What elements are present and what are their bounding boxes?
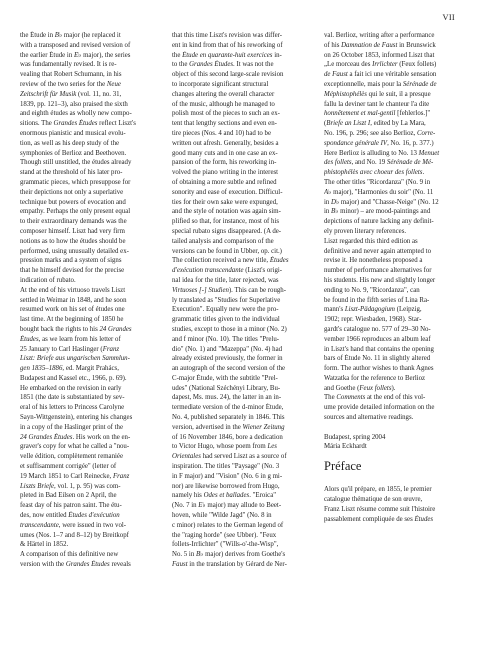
text-line: Faust in the translation by Gérard de Ner- (172, 561, 287, 569)
text-line: to the Grandes Études. It was not the (172, 61, 274, 69)
text-line: 19 March 1851 to Carl Reinecke, Franz (20, 472, 130, 480)
text-line: their depictions not only a superlative (20, 188, 124, 196)
text-line: Here Berlioz is alluding to No. 13 Menuet (324, 149, 440, 157)
text-line: Liszt regarded this third edition as (324, 237, 418, 245)
text-line: revise it. He nonetheless proposed a (324, 257, 423, 265)
text-column-3 (324, 31, 466, 524)
text-column-1 (20, 31, 162, 570)
text-line: an autograph of the second version of the (172, 365, 286, 373)
text-line: Though still unstitled, the études already (20, 159, 132, 167)
text-line: A♭ major), "Harmonies du soir" (No. 11 (324, 188, 434, 196)
text-line: bars of Étude No. 11 in slightly altered (324, 355, 431, 363)
text-line: performed, using unusually detailed ex- (20, 247, 129, 255)
text-line: Zeitschrift für Musik (vol. 11, no. 31, (20, 90, 122, 98)
text-line: des, now entitled Études d'exécution (20, 512, 120, 520)
text-line: eral of his letters to Princess Carolyne (20, 404, 125, 412)
text-line: special rubato signs disappeared. (A de- (172, 227, 282, 235)
text-line: of his Damnation de Faust in Brunswick (324, 41, 436, 49)
text-line: with a transposed and revised version of (20, 41, 131, 49)
text-line: definitive and never again attempted to (324, 247, 431, 255)
text-line: 25 January to Carl Haslinger (Franz (20, 345, 120, 353)
text-line: exceptionnelle, mais pour la Sérénade de (324, 80, 437, 88)
text-line: et suffisamment corrigée" (letter of (20, 463, 117, 471)
text-line: on 26 October 1853, informed Liszt that (324, 51, 435, 59)
text-line: in Liszt's hand that contains the opening (324, 345, 434, 353)
text-line: Virtuoses [-] Studien). This can be rough- (172, 286, 286, 294)
text-line: studies, except to those in a minor (No. 2) (172, 325, 287, 333)
text-line: the earlier Étude in E♭ major), the series (20, 51, 131, 59)
text-line: The other titles "Ricordanza" (No. 9 in (324, 178, 431, 186)
text-line: Budapest, spring 2004 (324, 433, 386, 441)
text-line: 1902; repr. Wiesbaden, 1968). Star- (324, 316, 422, 324)
text-line: sitions. The Grandes Études reflect Liszt's (20, 120, 136, 128)
text-line: pleted in Bad Eilsen on 2 April, the (20, 492, 117, 500)
text-line: val. Berlioz, writing after a performance (324, 32, 435, 39)
text-line: Watzatka for the reference to Berlioz (324, 374, 426, 382)
text-line: resumed work on his set of études one (20, 306, 125, 314)
text-line: of 16 November 1846, bore a dedication (172, 433, 283, 441)
text-line: Execution". Equally new were the pro- (172, 306, 279, 314)
text-line: (No. 7 in E♭ major) may allude to Beet- (172, 502, 282, 510)
text-line: Mária Eckhardt (324, 443, 367, 451)
text-line: volved the piano writing in the interest (172, 169, 279, 177)
text-line: written out afresh. Generally, besides a (172, 139, 279, 147)
text-line: the "raging horde" (see Ubber). "Feux (172, 531, 277, 539)
text-line: transcendante, were issued in two vol- (20, 521, 127, 529)
text-line: grammatic titles given to the individual (172, 316, 280, 324)
text-line: empathy. Perhaps the only present equal (20, 208, 131, 216)
text-line: tire pieces (Nos. 4 and 10) had to be (172, 129, 272, 137)
text-line: plified so that, for instance, most of his (172, 218, 280, 226)
text-line: ent in kind from that of his reworking of (172, 41, 283, 49)
text-line: of the music, although he managed to (172, 100, 275, 108)
text-line: At the end of his virtuoso travels Liszt (20, 286, 126, 294)
text-line: inspiration. The titles "Paysage" (No. 3 (172, 463, 280, 471)
text-line: that this time Liszt's revision was differ- (172, 32, 283, 39)
text-line: and Goethe (Feux follets). (324, 384, 396, 392)
text-line: A comparison of this definitive new (20, 551, 119, 559)
text-line: object of this second large-scale revision (172, 71, 284, 79)
text-line: & Härtel in 1852. (20, 541, 69, 549)
text-line: notions as to how the études should be (20, 237, 126, 245)
text-line: indication of rubato. (20, 276, 76, 284)
text-line: ending to No. 9, "Ricordanza", can (324, 286, 420, 294)
text-line: Orientales had served Liszt as a source of (172, 453, 287, 461)
text-line (324, 423, 466, 433)
text-line: ties for their own sake were expunged, (172, 198, 278, 206)
text-line: Liszt: Briefe aus ungarischen Sammlun- (20, 355, 130, 363)
text-line: c minor) relates to the German legend of (172, 521, 284, 529)
text-line: that he himself devised for the precise (20, 267, 125, 275)
text-line: his students. His new and slightly longer (324, 276, 436, 284)
text-line: already existed previously, the former in (172, 355, 283, 363)
text-line: umes (Nos. 1–7 and 8–12) by Breitkopf (20, 531, 129, 539)
text-line: fallu la deviner tant le chanteur l'a dite (324, 100, 430, 108)
text-line: Sayn-Wittgenstein), entering his changes (20, 414, 133, 422)
text-line: „Le morceau des Irrlichter (Feux follets) (324, 61, 437, 69)
text-line: review of the two series for the Neue (20, 80, 121, 88)
page-number: VII (442, 13, 455, 22)
text-line: 24 Grandes Études. His work on the en- (20, 433, 131, 441)
preface-line: Alors qu'il prépare, en 1855, le premier (324, 486, 432, 494)
text-line: de Faust a fait ici une véritable sensation (324, 71, 437, 79)
text-line: in a copy of the Haslinger print of the (20, 423, 124, 431)
text-line: velle édition, complètement remaniée (20, 453, 123, 461)
text-line: version with the Grandes Études reveals (20, 561, 131, 569)
text-line: Études, as we learn from his letter of (20, 335, 121, 343)
text-line: vember 1966 reproduces an album leaf (324, 335, 431, 343)
text-line: the Étude en quarante-huit exercices in- (172, 51, 282, 59)
text-line: gen 1835–1886, ed. Margit Prahács, (20, 365, 119, 373)
text-line: honnêtement et mal-gentil [fehlerlos.]" (324, 110, 431, 118)
text-line: enormous pianistic and musical evolu- (20, 129, 126, 137)
text-line: and f minor (No. 10). The titles "Prelu- (172, 335, 280, 343)
text-line: form. The author wishes to thank Agnes (324, 365, 434, 373)
text-line: changes altering the overall character (172, 90, 275, 98)
text-line: grammatic pieces, which presuppose for (20, 178, 131, 186)
text-line: termediate version of the d-minor Étude, (172, 404, 284, 412)
text-line: polish most of the pieces to such an ex- (172, 110, 280, 118)
text-line: graver's copy for what he called a "nou- (20, 443, 130, 451)
text-line: the Étude in B♭ major (he replaced it (20, 32, 121, 39)
text-line: hoven, while "Wilde Jagd" (No. 8 in (172, 512, 272, 520)
text-column-2 (172, 31, 314, 570)
text-line: and the style of notation was again sim- (172, 208, 281, 216)
text-line: symphonies of Berlioz and Beethoven. (20, 149, 127, 157)
text-line: d'exécution transcendante (Liszt's origi- (172, 267, 283, 275)
text-line: pansion of the form, his reworking in- (172, 159, 277, 167)
text-line: last time. At the beginning of 1850 he (20, 316, 124, 324)
text-line: number of performance alternatives for (324, 267, 432, 275)
text-line: in D♭ major) and "Chasse-Neige" (No. 12 (324, 198, 439, 206)
text-line: mann's Liszt-Pädagogium (Leipzig, (324, 306, 422, 314)
text-line: composer himself. Liszt had very firm (20, 227, 125, 235)
text-line: and eighth études as wholly new compo- (20, 110, 132, 118)
text-line: sources and alternative readings. (324, 414, 414, 422)
text-line: tent that lengthy sections and even en- (172, 120, 277, 128)
text-line: in F major) and "Vision" (No. 6 in g mi- (172, 472, 283, 480)
text-line: vealing that Robert Schumann, in his (20, 71, 122, 79)
text-line: spondance générale IV, No. 16, p. 377.) (324, 139, 434, 147)
text-line: ly translated as "Studies for Superlative (172, 296, 281, 304)
preface-line: Franz Liszt résume comme suit l'histoire (324, 505, 436, 513)
text-line: gardt's catalogue no. 577 of 29–30 No- (324, 325, 431, 333)
text-line: des follets, and No. 19 Sérénade de Mé- (324, 159, 434, 167)
text-line: udes" (National Széchényi Library, Bu- (172, 384, 281, 392)
text-line: technique but powers of evocation and (20, 198, 126, 206)
text-line: No. 196, p. 296; see also Berlioz, Corre- (324, 129, 436, 137)
preface-line: passablement compliquée de ses Études (324, 515, 434, 523)
text-line: dio" (No. 1) and "Mazeppa" (No. 4) had (172, 345, 283, 353)
text-line: sonority and ease of execution. Difficul- (172, 188, 283, 196)
text-line: follets-Irrlichter" ("Wills-o'-the-Wisp", (172, 541, 279, 549)
text-line: version, advertised in the Wiener Zeitung (172, 423, 285, 431)
text-line: The Comments at the end of this vol- (324, 394, 426, 402)
text-line: to incorporate significant structural (172, 80, 269, 88)
text-line: versions can be found in Ubber, op. cit.) (172, 247, 282, 255)
text-line: tailed analysis and comparison of the (172, 237, 274, 245)
text-line: Budapest and Kassel etc., 1966, p. 69). (20, 374, 127, 382)
text-line: bought back the rights to his 24 Grandes (20, 325, 132, 333)
text-line: The collection received a new title, Études (172, 257, 289, 265)
text-line: 1851 (the date is substantiated by sev- (20, 394, 125, 402)
text-line: (Briefe an Liszt I, edited by La Mara, (324, 120, 426, 128)
text-line: ume provide detailed information on the (324, 404, 435, 412)
text-line: in B♭ minor) – are mood-paintings and (324, 208, 431, 216)
text-line: ely proven literary references. (324, 227, 407, 235)
text-line: 1839, pp. 121–3), also praised the sixth (20, 100, 128, 108)
text-line: was fundamentally revised. It is re- (20, 61, 117, 69)
text-line: to Victor Hugo, whose poem from Les (172, 443, 277, 451)
text-line: nal idea for the title, later rejected, was (172, 276, 279, 284)
text-line: He embarked on the revision in early (20, 384, 122, 392)
text-line: phistophélès avec choeur des follets. (324, 169, 425, 177)
text-line: depictions of nature lacking any definit- (324, 218, 434, 226)
text-line: C-major Étude, with the subtitle "Prel- (172, 374, 278, 382)
text-line: dapest, Ms. mus. 24), the latter in an in- (172, 394, 282, 402)
text-line: stand at the threshold of his later pro- (20, 169, 123, 177)
text-line: of obtaining a more subtle and refined (172, 178, 277, 186)
section-heading: Préface (324, 459, 362, 474)
text-line: pression marks and a system of signs (20, 257, 122, 265)
text-line: namely his Odes et ballades. "Eroica" (172, 492, 277, 500)
text-line: Méphistophélès qui le suit, il a presque (324, 90, 431, 98)
text-line: be found in the fifth series of Lina Ra- (324, 296, 430, 304)
text-line: feast day of his patron saint. The étu- (20, 502, 122, 510)
text-line: No. 5 in B♭ major) derives from Goethe's (172, 551, 286, 559)
text-line: tion, as well as his deep study of the (20, 139, 120, 147)
text-line: nor) are likewise borrowed from Hugo, (172, 482, 280, 490)
preface-line: catalogue thématique de son œuvre, (324, 496, 423, 504)
text-line: to their extraordinary demands was the (20, 218, 127, 226)
text-line: settled in Weimar in 1848, and he soon (20, 296, 127, 304)
text-line: good many cuts and in one case an ex- (172, 149, 278, 157)
text-line: Liszts Briefe, vol. 1, p. 95) was com- (20, 482, 121, 490)
text-line: No. 4, published separately in 1846. This (172, 414, 285, 422)
